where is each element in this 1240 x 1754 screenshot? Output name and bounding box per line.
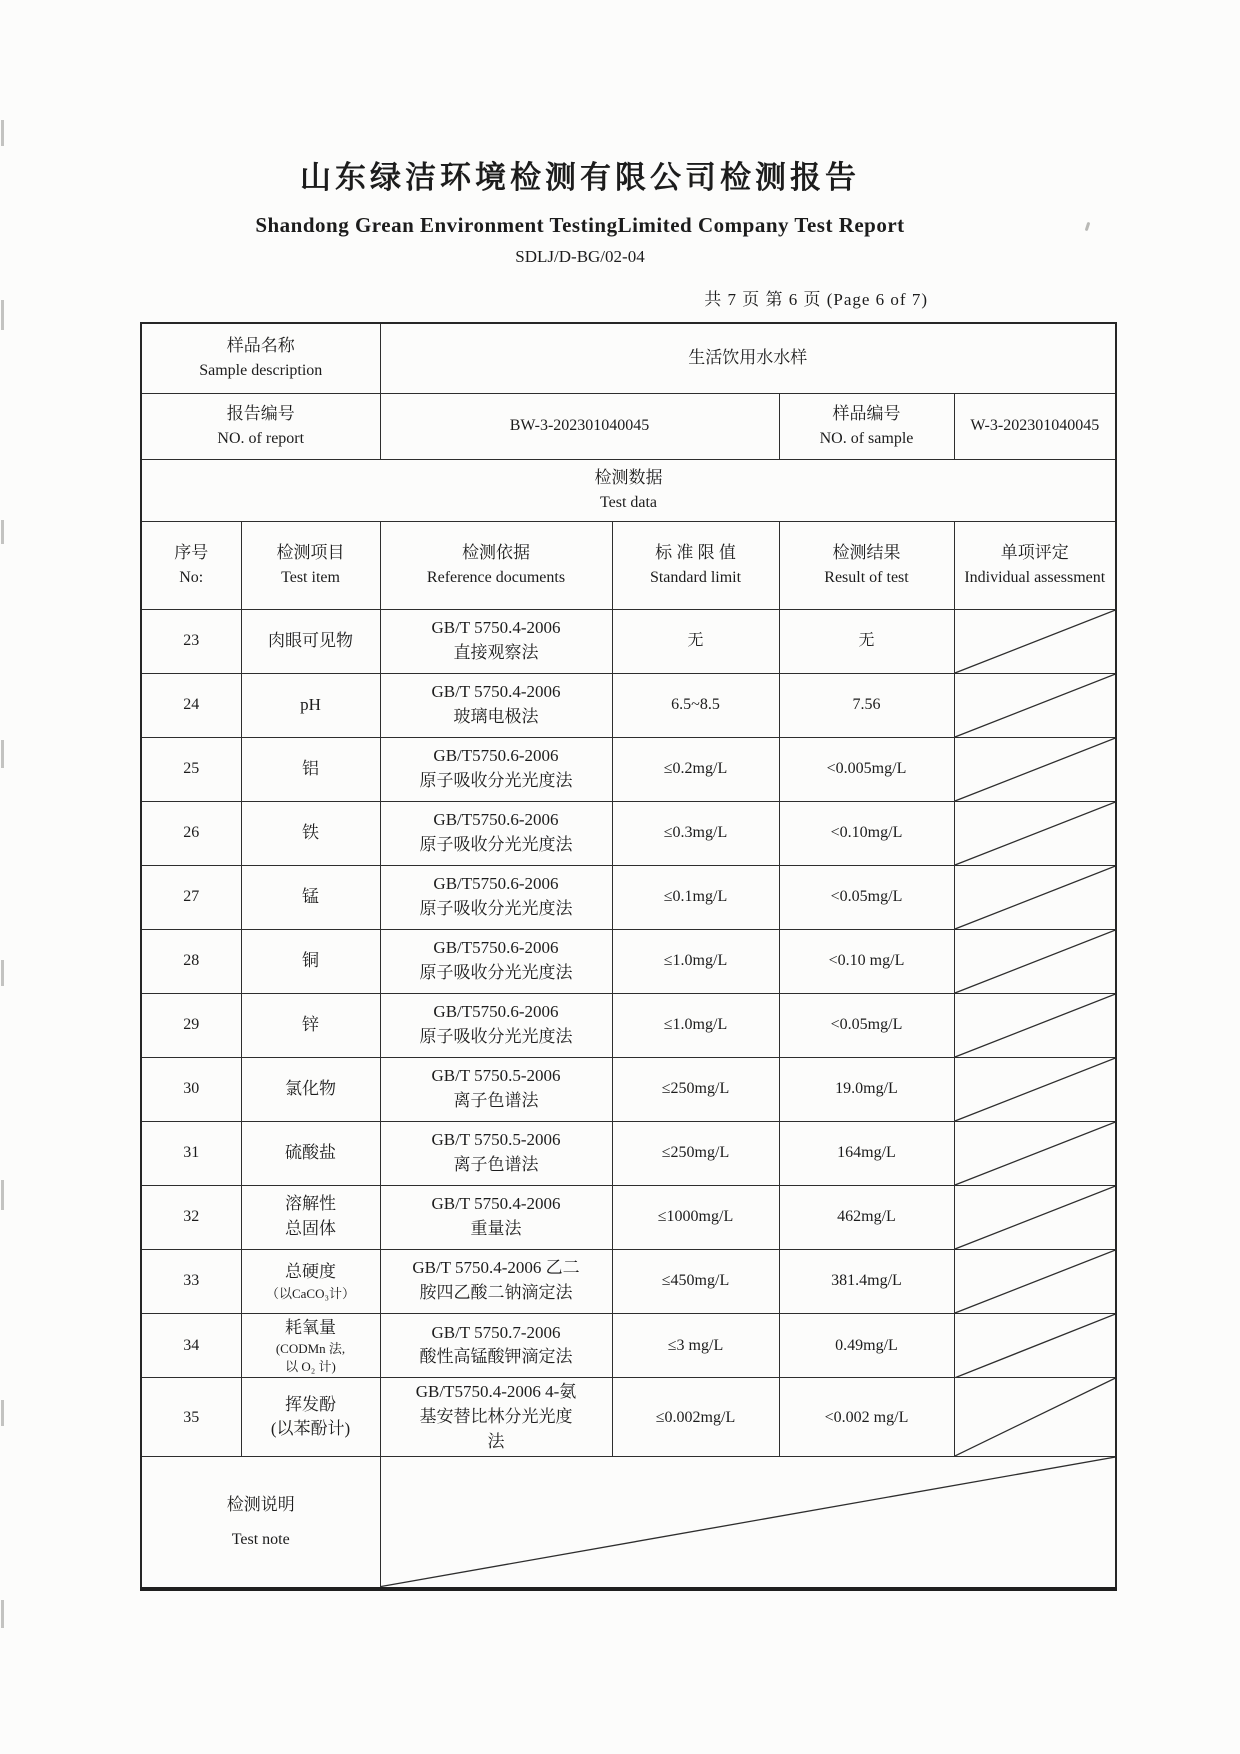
col-header-test-item: 检测项目 Test item xyxy=(241,521,380,609)
test-data-row xyxy=(141,737,1116,801)
limit-cell: ≤1.0mg/L xyxy=(612,929,779,993)
row-no-cell: 26 xyxy=(141,801,241,865)
test-item-cell: 铜 xyxy=(241,929,380,993)
reference-cell: GB/T 5750.5-2006 离子色谱法 xyxy=(380,1057,612,1121)
reference-cell: GB/T5750.6-2006 原子吸收分光光度法 xyxy=(380,801,612,865)
row-no-cell: 30 xyxy=(141,1057,241,1121)
result-cell: 0.49mg/L xyxy=(779,1313,954,1378)
result-cell: <0.002 mg/L xyxy=(779,1378,954,1457)
limit-cell: ≤0.002mg/L xyxy=(612,1378,779,1457)
result-cell: 381.4mg/L xyxy=(779,1249,954,1313)
row-no-cell: 33 xyxy=(141,1249,241,1313)
row-no-cell: 28 xyxy=(141,929,241,993)
row-no-cell: 23 xyxy=(141,609,241,673)
assessment-cell xyxy=(954,1378,1116,1457)
col-header-assessment: 单项评定 Individual assessment xyxy=(954,521,1116,609)
result-cell: <0.05mg/L xyxy=(779,865,954,929)
col-header-standard-limit: 标 准 限 值 Standard limit xyxy=(612,521,779,609)
test-item-cell: 铝 xyxy=(241,737,380,801)
row-no-cell: 35 xyxy=(141,1378,241,1457)
result-cell: <0.10 mg/L xyxy=(779,929,954,993)
reference-cell: GB/T5750.6-2006 原子吸收分光光度法 xyxy=(380,929,612,993)
document-header xyxy=(0,152,1160,267)
diagonal-slash-icon xyxy=(955,1122,1116,1185)
test-data-row xyxy=(141,1121,1116,1185)
sample-description-value: 生活饮用水水样 xyxy=(380,323,1116,393)
reference-cell: GB/T 5750.4-2006 乙二 胺四乙酸二钠滴定法 xyxy=(380,1249,612,1313)
row-no-cell: 25 xyxy=(141,737,241,801)
reference-cell: GB/T 5750.5-2006 离子色谱法 xyxy=(380,1121,612,1185)
row-no-cell: 24 xyxy=(141,673,241,737)
diagonal-slash-icon xyxy=(955,1250,1116,1313)
result-cell: 164mg/L xyxy=(779,1121,954,1185)
assessment-cell xyxy=(954,1057,1116,1121)
test-data-row xyxy=(141,673,1116,737)
test-item-cell: 锌 xyxy=(241,993,380,1057)
result-cell: <0.10mg/L xyxy=(779,801,954,865)
diagonal-slash-icon xyxy=(955,1314,1116,1378)
test-item-cell: 硫酸盐 xyxy=(241,1121,380,1185)
test-data-row xyxy=(141,1313,1116,1378)
assessment-cell xyxy=(954,1313,1116,1378)
test-item-cell: 挥发酚 (以苯酚计) xyxy=(241,1378,380,1457)
result-cell: 19.0mg/L xyxy=(779,1057,954,1121)
result-cell: 无 xyxy=(779,609,954,673)
reference-cell: GB/T5750.6-2006 原子吸收分光光度法 xyxy=(380,865,612,929)
diagonal-slash-icon xyxy=(955,1186,1116,1249)
diagonal-slash-icon xyxy=(955,1058,1116,1121)
test-data-row xyxy=(141,1378,1116,1457)
result-cell: 462mg/L xyxy=(779,1185,954,1249)
scan-artifact xyxy=(1,520,4,544)
col-header-no: 序号 No: xyxy=(141,521,241,609)
test-note-value xyxy=(380,1457,1116,1589)
assessment-cell xyxy=(954,801,1116,865)
assessment-cell xyxy=(954,993,1116,1057)
result-cell: 7.56 xyxy=(779,673,954,737)
reference-cell: GB/T 5750.7-2006 酸性高锰酸钾滴定法 xyxy=(380,1313,612,1378)
limit-cell: ≤0.2mg/L xyxy=(612,737,779,801)
test-data-row xyxy=(141,929,1116,993)
test-data-row xyxy=(141,1249,1116,1313)
diagonal-slash-icon xyxy=(381,1457,1116,1587)
row-no-cell: 29 xyxy=(141,993,241,1057)
assessment-cell xyxy=(954,1249,1116,1313)
report-title-zh: 山东绿洁环境检测有限公司检测报告 xyxy=(300,160,860,195)
test-item-cell: 锰 xyxy=(241,865,380,929)
section-title-cell: 检测数据 Test data xyxy=(141,459,1116,521)
reference-cell: GB/T5750.6-2006 原子吸收分光光度法 xyxy=(380,993,612,1057)
reference-cell: GB/T 5750.4-2006 重量法 xyxy=(380,1185,612,1249)
diagonal-slash-icon xyxy=(955,994,1116,1057)
test-report-table xyxy=(140,322,1117,1591)
test-data-body xyxy=(141,609,1116,1457)
test-note-row xyxy=(141,1457,1116,1589)
scan-artifact xyxy=(1,1400,4,1426)
sample-no-label: 样品编号 NO. of sample xyxy=(779,393,954,459)
row-no-cell: 31 xyxy=(141,1121,241,1185)
reference-cell: GB/T5750.6-2006 原子吸收分光光度法 xyxy=(380,737,612,801)
test-data-row xyxy=(141,993,1116,1057)
scan-artifact xyxy=(1,1180,4,1210)
diagonal-slash-icon xyxy=(955,610,1116,673)
report-title-en: Shandong Grean Environment TestingLimited Company Test Report xyxy=(255,213,905,237)
limit-cell: ≤450mg/L xyxy=(612,1249,779,1313)
row-no-cell: 34 xyxy=(141,1313,241,1378)
limit-cell: ≤250mg/L xyxy=(612,1057,779,1121)
row-no-cell: 27 xyxy=(141,865,241,929)
test-data-row xyxy=(141,801,1116,865)
test-item-cell: 耗氧量 (CODMn 法, 以 O₂ 计) xyxy=(241,1313,380,1378)
limit-cell: ≤0.3mg/L xyxy=(612,801,779,865)
scan-artifact xyxy=(1,740,4,768)
sample-description-label: 样品名称 Sample description xyxy=(141,323,380,393)
page-indicator: 共 7 页 第 6 页 (Page 6 of 7) xyxy=(704,290,928,309)
sample-description-row xyxy=(141,323,1116,393)
test-item-cell: 肉眼可见物 xyxy=(241,609,380,673)
test-data-row xyxy=(141,1185,1116,1249)
test-item-cell: pH xyxy=(241,673,380,737)
document-code: SDLJ/D-BG/02-04 xyxy=(515,247,645,266)
report-no-value: BW-3-202301040045 xyxy=(380,393,779,459)
sample-no-value: W-3-202301040045 xyxy=(954,393,1116,459)
test-data-row xyxy=(141,1057,1116,1121)
report-number-row xyxy=(141,393,1116,459)
limit-cell: ≤1.0mg/L xyxy=(612,993,779,1057)
limit-cell: 6.5~8.5 xyxy=(612,673,779,737)
limit-cell: ≤250mg/L xyxy=(612,1121,779,1185)
col-header-result: 检测结果 Result of test xyxy=(779,521,954,609)
test-data-row xyxy=(141,609,1116,673)
result-cell: <0.005mg/L xyxy=(779,737,954,801)
test-note-label: 检测说明 Test note xyxy=(141,1457,380,1589)
test-item-cell: 溶解性 总固体 xyxy=(241,1185,380,1249)
limit-cell: ≤1000mg/L xyxy=(612,1185,779,1249)
reference-cell: GB/T 5750.4-2006 直接观察法 xyxy=(380,609,612,673)
assessment-cell xyxy=(954,865,1116,929)
assessment-cell xyxy=(954,673,1116,737)
scan-artifact xyxy=(1,1600,4,1628)
diagonal-slash-icon xyxy=(955,802,1116,865)
limit-cell: ≤0.1mg/L xyxy=(612,865,779,929)
test-item-cell: 铁 xyxy=(241,801,380,865)
limit-cell: ≤3 mg/L xyxy=(612,1313,779,1378)
diagonal-slash-icon xyxy=(955,738,1116,801)
test-data-row xyxy=(141,865,1116,929)
scan-artifact xyxy=(1,120,4,146)
test-item-cell: 总硬度 （以CaCO₃计） xyxy=(241,1249,380,1313)
reference-cell: GB/T 5750.4-2006 玻璃电极法 xyxy=(380,673,612,737)
assessment-cell xyxy=(954,1121,1116,1185)
diagonal-slash-icon xyxy=(955,866,1116,929)
row-no-cell: 32 xyxy=(141,1185,241,1249)
col-header-reference: 检测依据 Reference documents xyxy=(380,521,612,609)
test-item-cell: 氯化物 xyxy=(241,1057,380,1121)
result-cell: <0.05mg/L xyxy=(779,993,954,1057)
scan-artifact xyxy=(1,960,4,986)
assessment-cell xyxy=(954,737,1116,801)
assessment-cell xyxy=(954,609,1116,673)
reference-cell: GB/T5750.4-2006 4-氨 基安替比林分光光度 法 xyxy=(380,1378,612,1457)
diagonal-slash-icon xyxy=(955,1378,1116,1456)
diagonal-slash-icon xyxy=(955,674,1116,737)
assessment-cell xyxy=(954,1185,1116,1249)
assessment-cell xyxy=(954,929,1116,993)
limit-cell: 无 xyxy=(612,609,779,673)
column-header-row xyxy=(141,521,1116,609)
section-title-row xyxy=(141,459,1116,521)
report-no-label: 报告编号 NO. of report xyxy=(141,393,380,459)
diagonal-slash-icon xyxy=(955,930,1116,993)
